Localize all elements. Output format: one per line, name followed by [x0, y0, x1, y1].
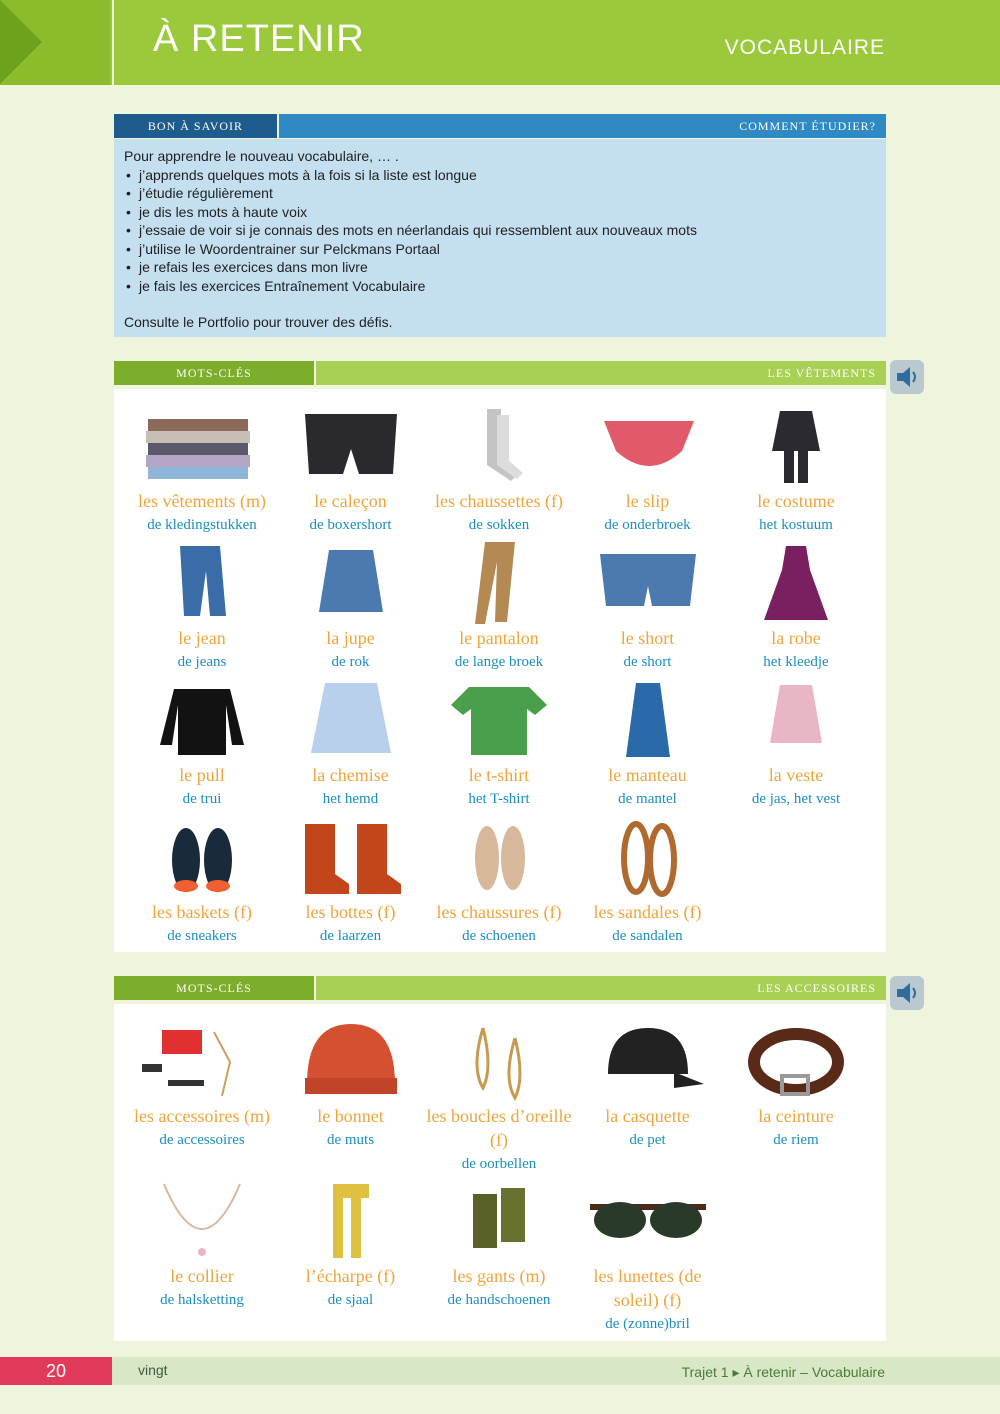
french-word: la veste [768, 765, 824, 785]
vocab-item [722, 536, 870, 674]
vocab-item [128, 536, 276, 674]
gloves-icon [425, 1174, 573, 1264]
french-word: le collier [170, 1266, 234, 1286]
clothes-grid [114, 389, 886, 952]
dutch-translation: de halsketting [160, 1292, 244, 1308]
dutch-translation: de mantel [618, 791, 677, 807]
boxershort-icon [277, 399, 425, 489]
french-word: le jean [178, 628, 226, 648]
accessories-grid [114, 1004, 886, 1341]
page-header [0, 0, 1000, 85]
french-word: le manteau [608, 765, 687, 785]
french-word: les boucles d’oreille (f) [426, 1106, 572, 1150]
sandals-icon [574, 810, 722, 900]
tshirt-icon [425, 673, 573, 763]
info-box [114, 139, 886, 337]
dutch-translation: de riem [773, 1132, 819, 1148]
french-word: les vêtements (m) [138, 491, 266, 511]
jeans-icon [128, 536, 276, 626]
dutch-translation: de schoenen [462, 928, 536, 944]
sunglasses-icon [574, 1174, 722, 1264]
accessories-right-label: LES ACCESSOIRES [316, 976, 886, 1000]
dutch-translation: de onderbroek [604, 517, 691, 533]
info-box-left-label: BON À SAVOIR [114, 114, 277, 138]
dutch-translation: het kleedje [763, 654, 829, 670]
tip-item: • je fais les exercices Entraînement Vocabulaire [139, 277, 876, 296]
info-box-header [114, 114, 886, 138]
page-title: À RETENIR [153, 18, 365, 60]
french-word: l’écharpe (f) [305, 1266, 396, 1286]
dutch-translation: het hemd [322, 791, 379, 807]
sweater-icon [128, 673, 276, 763]
belt-icon [722, 1014, 870, 1104]
chapter-arrow-icon [0, 0, 42, 84]
french-word: le pantalon [459, 628, 539, 648]
section-category: VOCABULAIRE [724, 36, 885, 59]
vocab-item [722, 399, 870, 537]
boots-icon [277, 810, 425, 900]
vocab-item [574, 673, 722, 811]
vocab-item [128, 1014, 276, 1152]
french-word: le short [620, 628, 675, 648]
vocab-item [277, 673, 425, 811]
sneakers-icon [128, 810, 276, 900]
beanie-icon [277, 1014, 425, 1104]
dutch-translation: de trui [182, 791, 222, 807]
info-intro: Pour apprendre le nouveau vocabulaire, … . [124, 148, 399, 164]
tip-item: • j’essaie de voir si je connais des mots en néerlandais qui ressemblent aux nouveaux mots [139, 221, 876, 240]
french-word: la ceinture [758, 1106, 834, 1126]
vocab-item [425, 1014, 573, 1176]
suit-icon [722, 399, 870, 489]
scarf-icon [277, 1174, 425, 1264]
dutch-translation: de laarzen [319, 928, 382, 944]
dutch-translation: de sneakers [167, 928, 237, 944]
info-box-right-label: COMMENT ÉTUDIER? [279, 114, 886, 138]
page-footer [0, 1357, 1000, 1385]
clothes-right-label: LES VÊTEMENTS [316, 361, 886, 385]
french-word: la casquette [605, 1106, 690, 1126]
dutch-translation: de accessoires [159, 1132, 245, 1148]
vocab-item [277, 810, 425, 948]
vocab-item [574, 536, 722, 674]
vocab-item [128, 673, 276, 811]
french-word: les accessoires (m) [134, 1106, 270, 1126]
french-word: le slip [625, 491, 670, 511]
vocab-item [128, 399, 276, 537]
dutch-translation: de jeans [177, 654, 227, 670]
dutch-translation: de lange broek [454, 654, 544, 670]
french-word: la chemise [312, 765, 389, 785]
necklace-icon [128, 1174, 276, 1264]
tip-item: • je refais les exercices dans mon livre [139, 258, 876, 277]
clothes-left-label: MOTS-CLÉS [114, 361, 314, 385]
vocab-item [277, 536, 425, 674]
vocab-item [277, 1014, 425, 1152]
vocab-item [277, 1174, 425, 1312]
audio-speaker-button[interactable] [890, 360, 924, 394]
accessories-left-label: MOTS-CLÉS [114, 976, 314, 1000]
shoes-icon [425, 810, 573, 900]
speaker-icon [890, 360, 924, 394]
french-word: le pull [179, 765, 225, 785]
trousers-icon [425, 536, 573, 626]
dutch-translation: de (zonne)bril [605, 1316, 690, 1332]
vocab-item [425, 673, 573, 811]
vocab-item [574, 399, 722, 537]
french-word: les gants (m) [452, 1266, 546, 1286]
cap-icon [574, 1014, 722, 1104]
dutch-translation: de pet [629, 1132, 666, 1148]
vocab-item [425, 536, 573, 674]
vocab-item [425, 810, 573, 948]
vocab-item [425, 399, 573, 537]
dutch-translation: de kledingstukken [147, 517, 257, 533]
clothes-header [114, 361, 886, 385]
french-word: les lunettes (de soleil) (f) [593, 1266, 702, 1310]
french-word: les chaussettes (f) [435, 491, 563, 511]
clothes-stack-icon [128, 399, 276, 489]
vocab-item [128, 1174, 276, 1312]
french-word: le costume [757, 491, 835, 511]
dutch-translation: de sokken [468, 517, 530, 533]
speaker-icon [890, 976, 924, 1010]
briefs-icon [574, 399, 722, 489]
dutch-translation: de handschoenen [447, 1292, 551, 1308]
skirt-icon [277, 536, 425, 626]
dutch-translation: het T-shirt [468, 791, 530, 807]
accessories-header [114, 976, 886, 1000]
dutch-translation: het kostuum [759, 517, 833, 533]
vocab-item [574, 810, 722, 948]
dutch-translation: de muts [326, 1132, 375, 1148]
shorts-icon [574, 536, 722, 626]
french-word: les chaussures (f) [436, 902, 562, 922]
jacket-icon [722, 673, 870, 763]
page-number-word: vingt [138, 1362, 168, 1378]
dutch-translation: de oorbellen [461, 1156, 537, 1172]
french-word: le t-shirt [468, 765, 530, 785]
french-word: les bottes (f) [305, 902, 396, 922]
info-closing: Consulte le Portfolio pour trouver des défis. [124, 314, 393, 330]
socks-icon [425, 399, 573, 489]
french-word: la jupe [326, 628, 375, 648]
page-number: 20 [0, 1357, 112, 1385]
french-word: le caleçon [314, 491, 387, 511]
vocab-item [425, 1174, 573, 1312]
dress-icon [722, 536, 870, 626]
vocab-item [128, 810, 276, 948]
vocab-item [574, 1174, 722, 1336]
tip-item: • je dis les mots à haute voix [139, 203, 876, 222]
tip-item: • j’apprends quelques mots à la fois si la liste est longue [139, 166, 876, 185]
shirt-icon [277, 673, 425, 763]
vocab-item [574, 1014, 722, 1152]
vocab-item [722, 1014, 870, 1152]
tip-item: • j’étudie régulièrement [139, 184, 876, 203]
tip-item: • j’utilise le Woordentrainer sur Pelckmans Portaal [139, 240, 876, 259]
earrings-icon [425, 1014, 573, 1104]
audio-speaker-button[interactable] [890, 976, 924, 1010]
breadcrumb: Trajet 1 ▸ À retenir – Vocabulaire [681, 1364, 885, 1380]
french-word: le bonnet [317, 1106, 384, 1126]
tips-list [124, 166, 876, 296]
french-word: la robe [771, 628, 821, 648]
vocab-item [722, 673, 870, 811]
dutch-translation: de sjaal [327, 1292, 374, 1308]
dutch-translation: de boxershort [309, 517, 392, 533]
accessories-icon [128, 1014, 276, 1104]
french-word: les baskets (f) [152, 902, 252, 922]
french-word: les sandales (f) [593, 902, 702, 922]
vocab-item [277, 399, 425, 537]
dutch-translation: de sandalen [612, 928, 683, 944]
dutch-translation: de jas, het vest [751, 791, 841, 807]
dutch-translation: de rok [331, 654, 370, 670]
coat-icon [574, 673, 722, 763]
dutch-translation: de short [623, 654, 672, 670]
